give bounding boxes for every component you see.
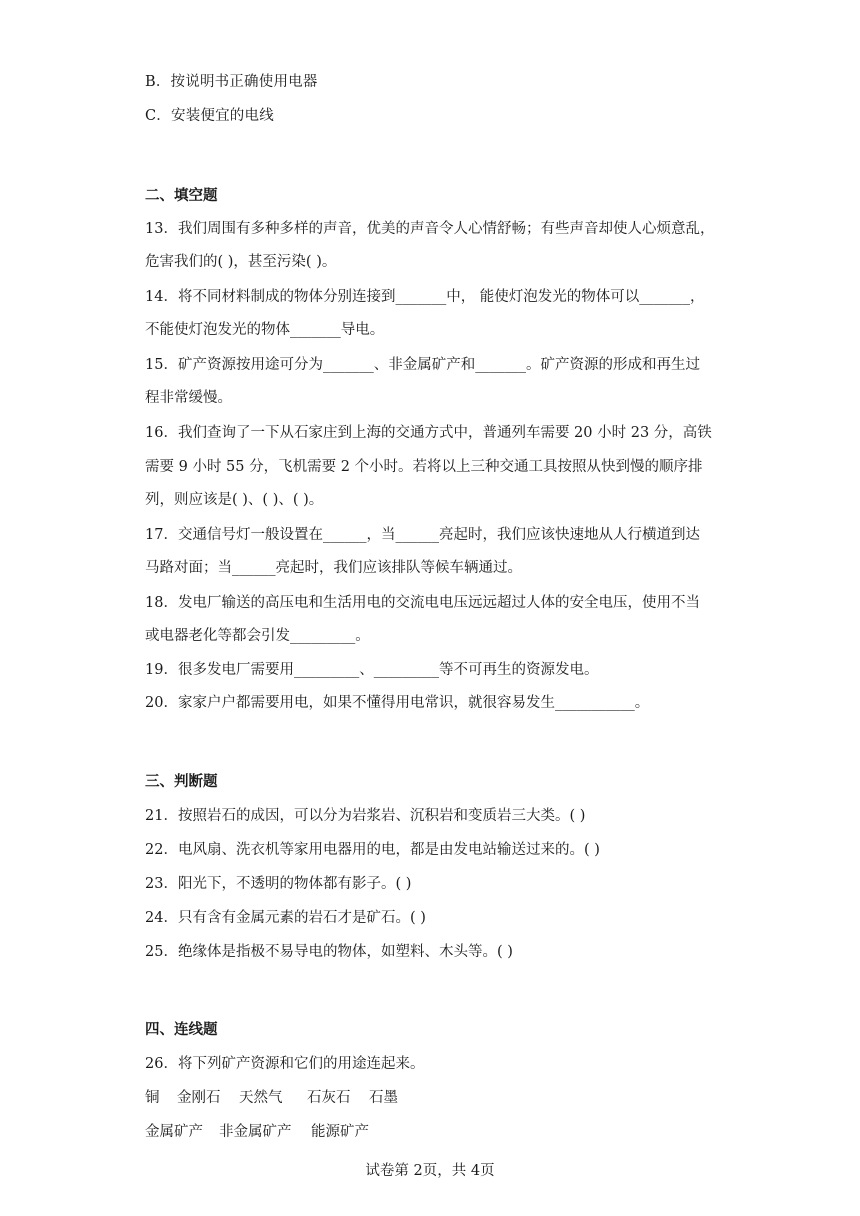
question-19: 19．很多发电厂需要用_________、_________等不可再生的资源发电。: [145, 662, 599, 678]
category-item: 能源矿产: [311, 1124, 369, 1140]
option-c: C．安装便宜的电线: [145, 108, 274, 124]
minerals-row: [145, 1087, 398, 1109]
question-15-line-1: 15．矿产资源按用途可分为_______、非金属矿产和_______。矿产资源的形成和再生过: [145, 357, 700, 373]
question-16-line-1: 16．我们查询了一下从石家庄到上海的交通方式中，普通列车需要 20 小时 23 分，高铁: [145, 425, 712, 441]
question-16-line-3: 列，则应该是( )、( )、( )。: [145, 492, 324, 508]
question-25: 25．绝缘体是指极不易导电的物体，如塑料、木头等。( ): [145, 944, 513, 960]
page-footer: 试卷第 2页，共 4页: [365, 1163, 495, 1179]
mineral-item: 石灰石: [307, 1090, 351, 1106]
mineral-item: 铜: [145, 1090, 160, 1106]
category-item: 非金属矿产: [219, 1124, 292, 1140]
question-22: 22．电风扇、洗衣机等家用电器用的电，都是由发电站输送过来的。( ): [145, 842, 600, 858]
section-true-false-title: 三、判断题: [145, 773, 218, 790]
question-17-line-2: 马路对面；当______亮起时，我们应该排队等候车辆通过。: [145, 560, 522, 576]
question-20: 20．家家户户都需要用电，如果不懂得用电常识，就很容易发生___________。: [145, 695, 650, 711]
mineral-item: 石墨: [369, 1090, 398, 1106]
question-13-line-2: 危害我们的( )，甚至污染( )。: [145, 254, 337, 270]
question-21: 21．按照岩石的成因，可以分为岩浆岩、沉积岩和变质岩三大类。( ): [145, 808, 586, 824]
mineral-item: 天然气: [239, 1090, 283, 1106]
question-18-line-2: 或电器老化等都会引发_________。: [145, 628, 370, 644]
question-15-line-2: 程非常缓慢。: [145, 390, 232, 406]
categories-row: [145, 1121, 369, 1143]
question-23: 23．阳光下，不透明的物体都有影子。( ): [145, 876, 412, 892]
question-26: 26．将下列矿产资源和它们的用途连起来。: [145, 1056, 425, 1072]
question-18-line-1: 18．发电厂输送的高压电和生活用电的交流电电压远远超过人体的安全电压，使用不当: [145, 595, 700, 611]
section-fill-in-title: 二、填空题: [145, 187, 218, 204]
section-matching-title: 四、连线题: [145, 1021, 218, 1038]
category-item: 金属矿产: [145, 1124, 203, 1140]
mineral-item: 金刚石: [177, 1090, 221, 1106]
question-13-line-1: 13．我们周围有多种多样的声音，优美的声音令人心情舒畅；有些声音却使人心烦意乱，: [145, 221, 715, 237]
question-17-line-1: 17．交通信号灯一般设置在______，当______亮起时，我们应该快速地从人行横道到达: [145, 527, 700, 543]
option-b: B．按说明书正确使用电器: [145, 74, 318, 90]
question-24: 24．只有含有金属元素的岩石才是矿石。( ): [145, 910, 426, 926]
question-14-line-1: 14．将不同材料制成的物体分别连接到_______中， 能使灯泡发光的物体可以_______，: [145, 289, 705, 305]
question-16-line-2: 需要 9 小时 55 分，飞机需要 2 个小时。若将以上三种交通工具按照从快到慢的顺序排: [145, 459, 703, 475]
question-14-line-2: 不能使灯泡发光的物体_______导电。: [145, 322, 385, 338]
